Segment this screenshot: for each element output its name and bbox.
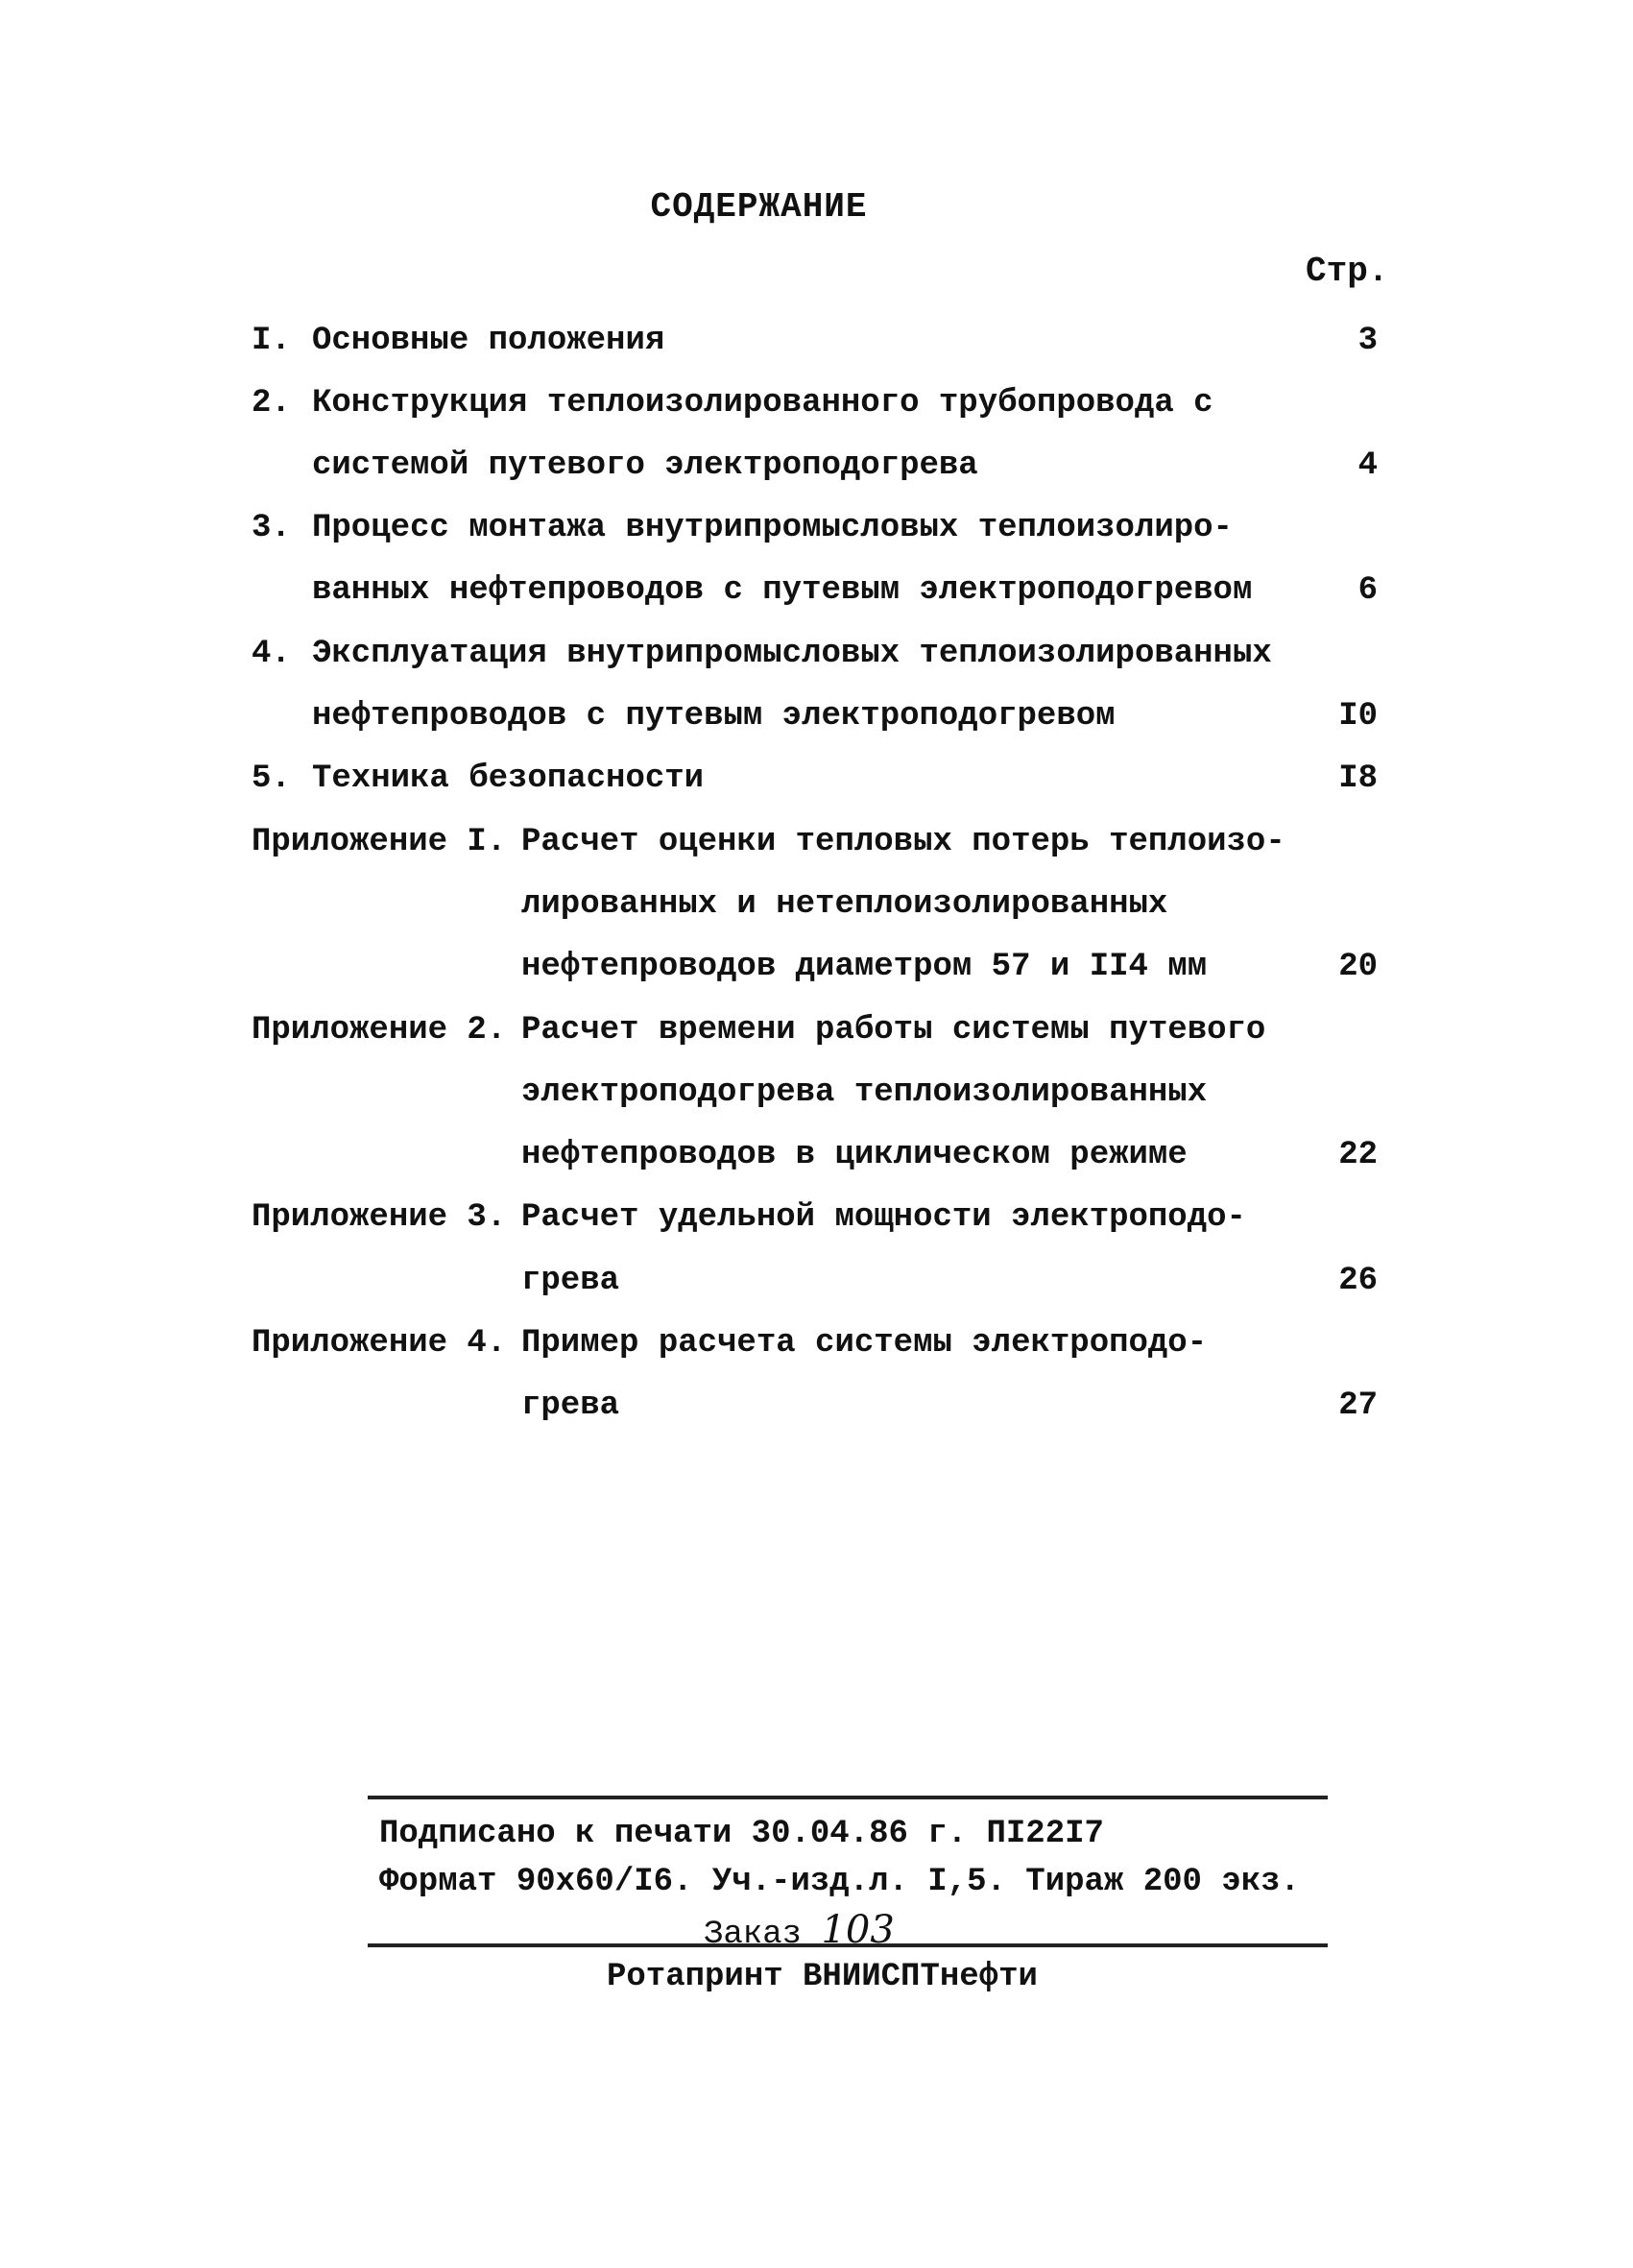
toc-entry-3-title-line2: ванных нефтепроводов с путевым электроподогревом [312,572,1253,609]
toc-entry-2-number: 2. [252,385,291,422]
appendix-4-title-line2: грева [521,1387,620,1424]
appendix-4-title-line1: Пример расчета системы электроподо- [521,1325,1208,1362]
toc-entry-5-page: I8 [1338,760,1378,797]
appendix-3-title-line2: грева [521,1263,620,1299]
appendix-3-title-line1: Расчет удельной мощности электроподо- [521,1199,1246,1236]
page-title: СОДЕРЖАНИЕ [650,187,868,227]
toc-entry-5-title: Техника безопасности [312,760,705,797]
imprint-format-line: Формат 90х60/I6. Уч.-изд.л. I,5. Тираж 200 экз. [379,1864,1300,1900]
imprint-top-rule [368,1796,1328,1799]
appendix-3-page: 26 [1338,1263,1378,1299]
appendix-2-title-line3: нефтепроводов в циклическом режиме [521,1137,1188,1173]
appendix-2-page: 22 [1338,1137,1378,1173]
toc-entry-1-title: Основные положения [312,323,665,359]
toc-entry-2-title-line1: Конструкция теплоизолированного трубопровода с [312,385,1213,422]
appendix-3-label: Приложение 3. [252,1199,507,1236]
toc-entry-4-number: 4. [252,636,291,672]
toc-entry-4-title-line2: нефтепроводов с путевым электроподогревом [312,698,1116,735]
appendix-2-title-line2: электроподогрева теплоизолированных [521,1074,1208,1111]
imprint-printer: Ротапринт ВНИИСПТнефти [607,1959,1038,1995]
appendix-1-title-line2: лированных и нетеплоизолированных [521,886,1168,923]
appendix-1-title-line3: нефтепроводов диаметром 57 и II4 мм [521,949,1208,985]
appendix-1-label: Приложение I. [252,824,507,860]
toc-entry-1-number: I. [252,323,291,359]
appendix-4-page: 27 [1338,1387,1378,1424]
imprint-order-label: Заказ [704,1917,803,1953]
appendix-1-title-line1: Расчет оценки тепловых потерь теплоизо- [521,824,1285,860]
toc-entry-4-title-line1: Эксплуатация внутрипромысловых теплоизолированных [312,636,1272,672]
toc-entry-4-page: I0 [1338,698,1378,735]
toc-entry-3-number: 3. [252,510,291,546]
appendix-4-label: Приложение 4. [252,1325,507,1362]
imprint-signed-line: Подписано к печати 30.04.86 г. ПI22I7 [379,1816,1104,1852]
appendix-2-label: Приложение 2. [252,1012,507,1049]
toc-entry-2-page: 4 [1357,447,1378,484]
toc-entry-3-title-line1: Процесс монтажа внутрипромысловых теплоизолиро- [312,510,1233,546]
appendix-2-title-line1: Расчет времени работы системы путевого [521,1012,1266,1049]
toc-entry-5-number: 5. [252,760,291,797]
toc-entry-2-title-line2: системой путевого электроподогрева [312,447,978,484]
toc-entry-3-page: 6 [1357,572,1378,609]
page-column-label: Стр. [1306,252,1389,291]
imprint-bottom-rule [368,1943,1328,1947]
toc-entry-1-page: 3 [1357,323,1378,359]
imprint-order-number: 103 [821,1908,895,1952]
appendix-1-page: 20 [1338,949,1378,985]
